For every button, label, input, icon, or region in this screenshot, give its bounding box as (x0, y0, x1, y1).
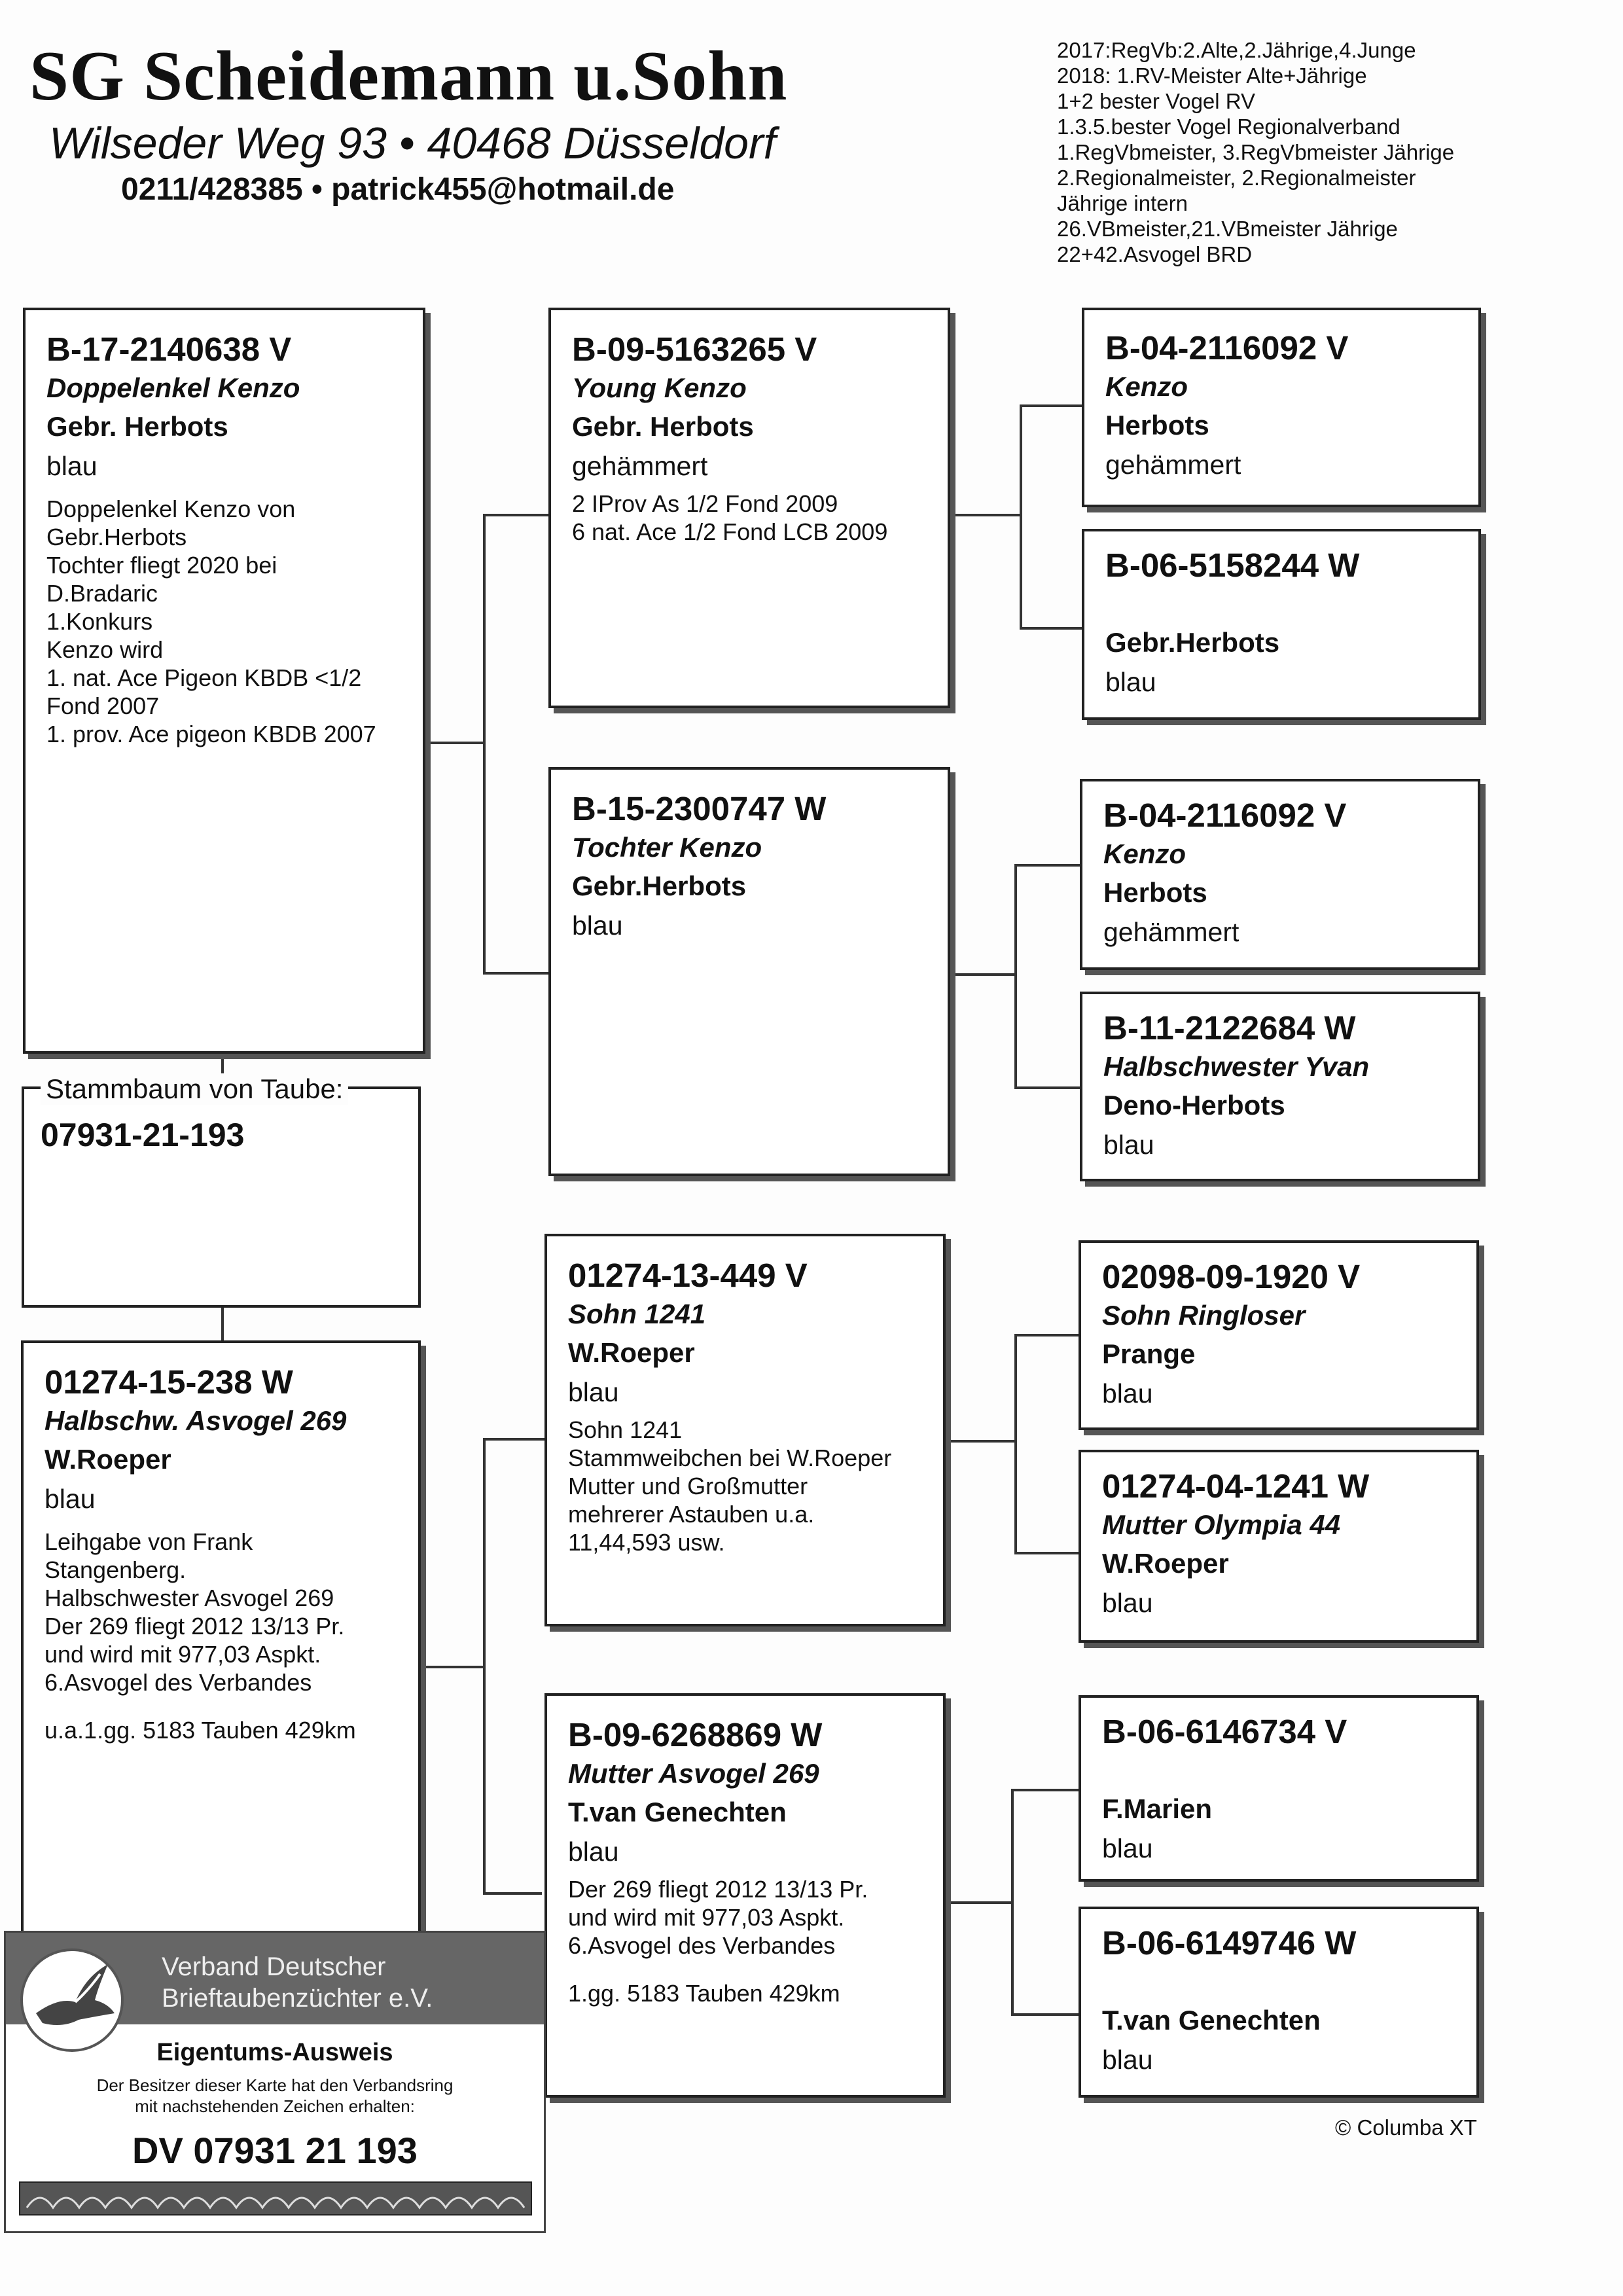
connector-line (421, 1666, 483, 1668)
gg-card-mff[interactable] (1079, 1240, 1479, 1430)
ring-number: B-06-6146734 V (1102, 1713, 1347, 1750)
connector-line (483, 1892, 542, 1895)
connector-line (425, 742, 483, 744)
connector-line (1014, 864, 1080, 867)
pigeon-notes-extra: u.a.1.gg. 5183 Tauben 429km (45, 1717, 356, 1744)
gg-card-fmf[interactable] (1080, 779, 1480, 970)
card-ring-number: DV 07931 21 193 (132, 2130, 418, 2171)
breeder-name: W.Roeper (568, 1337, 695, 1368)
connector-line (946, 1440, 1016, 1443)
plumage-color: blau (1102, 1833, 1153, 1863)
gg-card-mmm[interactable] (1079, 1907, 1479, 2098)
pigeon-name: Kenzo (1103, 838, 1186, 869)
ring-number: B-09-5163265 V (572, 331, 817, 368)
plumage-color: blau (572, 910, 623, 941)
pigeon-name: Doppelenkel Kenzo (46, 372, 300, 403)
pigeon-notes: Der 269 fliegt 2012 13/13 Pr. und wird mit 977,03 Aspkt. 6.Asvogel des Verbandes (568, 1876, 868, 1959)
breeder-name: T.van Genechten (1102, 2005, 1321, 2036)
pigeon-notes: Leihgabe von Frank Stangenberg. Halbschwester Asvogel 269 Der 269 fliegt 2012 13/13 Pr. und wird mit 977,03 Aspkt. 6.Asvogel des Verbandes (45, 1528, 345, 1696)
ring-number: B-04-2116092 V (1103, 797, 1347, 834)
plumage-color: blau (1102, 1378, 1153, 1408)
card-pattern-strip (19, 2181, 532, 2215)
connector-line (1014, 1334, 1017, 1553)
ring-number: B-06-5158244 W (1105, 547, 1360, 584)
pigeon-name: Tochter Kenzo (572, 832, 762, 863)
connector-line (483, 514, 486, 973)
father-card[interactable] (23, 308, 425, 1054)
pigeon-name: Sohn Ringloser (1102, 1300, 1306, 1331)
breeder-name: Gebr.Herbots (572, 870, 747, 901)
pigeon-notes-extra: 1.gg. 5183 Tauben 429km (568, 1980, 840, 2007)
pigeon-name: Kenzo (1105, 371, 1188, 402)
subject-ring-number: 07931-21-193 (41, 1117, 245, 1153)
achievement-line: 22+42.Asvogel BRD (1057, 242, 1253, 266)
breeder-name: F.Marien (1102, 1793, 1213, 1824)
connector-line (1011, 1789, 1014, 2015)
achievement-line: 1.RegVbmeister, 3.RegVbmeister Jährige (1057, 140, 1455, 164)
breeder-name: W.Roeper (45, 1444, 171, 1475)
ring-number: B-06-6149746 W (1102, 1924, 1357, 1962)
plumage-color: blau (568, 1837, 619, 1867)
connector-line (483, 1438, 550, 1441)
loft-contact: 0211/428385 • patrick455@hotmail.de (121, 172, 675, 207)
connector-line (1011, 1789, 1079, 1791)
card-org-line2: Brieftaubenzüchter e.V. (162, 1984, 433, 2013)
father-dam-card[interactable] (548, 767, 950, 1176)
breeder-name: Herbots (1103, 877, 1207, 908)
pigeon-name: Sohn 1241 (568, 1299, 706, 1329)
page-title: SG Scheidemann u.Sohn (29, 37, 788, 115)
ring-number: 01274-04-1241 W (1102, 1467, 1370, 1505)
achievement-line: 1.3.5.bester Vogel Regionalverband (1057, 115, 1400, 139)
mother-dam-card[interactable] (544, 1693, 946, 2098)
breeder-name: Gebr.Herbots (1105, 627, 1280, 658)
subject-label: Stammbaum von Taube: (41, 1073, 348, 1105)
ring-number: B-17-2140638 V (46, 331, 292, 368)
pigeon-notes: Doppelenkel Kenzo von Gebr.Herbots Tochter fliegt 2020 bei D.Bradaric 1.Konkurs Kenzo wird 1. nat. Ace Pigeon KBDB <1/2 Fond 2007 1. prov. Ace pigeon KBDB 2007 (46, 495, 376, 747)
gg-card-mmf[interactable] (1079, 1695, 1479, 1882)
connector-line (946, 1901, 1013, 1904)
pigeon-name: Halbschw. Asvogel 269 (45, 1405, 347, 1436)
plumage-color: gehämmert (1103, 917, 1240, 947)
connector-line (483, 514, 550, 516)
achievement-line: 2.Regionalmeister, 2.Regionalmeister (1057, 166, 1416, 190)
copyright: © Columba XT (1335, 2115, 1477, 2140)
pigeon-notes: Sohn 1241 Stammweibchen bei W.Roeper Mutter und Großmutter mehrerer Astauben u.a. 11,44,593 usw. (568, 1416, 892, 1556)
plumage-color: gehämmert (1105, 450, 1241, 480)
achievement-line: 26.VBmeister,21.VBmeister Jährige (1057, 217, 1398, 241)
connector-line (1014, 864, 1017, 1088)
ring-number: B-11-2122684 W (1103, 1009, 1356, 1047)
plumage-color: blau (568, 1377, 619, 1407)
pigeon-name: Mutter Olympia 44 (1102, 1509, 1341, 1540)
breeder-name: Prange (1102, 1338, 1196, 1369)
mother-sire-card[interactable] (544, 1234, 946, 1626)
achievement-line: 1+2 bester Vogel RV (1057, 89, 1256, 113)
connector-line (483, 972, 550, 975)
ring-number: B-15-2300747 W (572, 790, 827, 827)
breeder-name: Gebr. Herbots (46, 411, 228, 442)
plumage-color: blau (1103, 1130, 1154, 1160)
connector-line (950, 973, 1016, 976)
plumage-color: blau (1102, 2045, 1153, 2075)
connector-line (483, 1438, 486, 1893)
ring-number: 01274-15-238 W (45, 1363, 293, 1401)
plumage-color: gehämmert (572, 451, 708, 481)
breeder-name: T.van Genechten (568, 1797, 787, 1827)
breeder-name: Herbots (1105, 410, 1209, 440)
pigeon-name: Halbschwester Yvan (1103, 1051, 1370, 1082)
connector-line (1014, 1334, 1079, 1336)
connector-line (950, 514, 1021, 516)
pigeon-name: Young Kenzo (572, 372, 747, 403)
ring-number: B-09-6268869 W (568, 1716, 823, 1753)
loft-address: Wilseder Weg 93 • 40468 Düsseldorf (49, 118, 776, 168)
breeder-name: W.Roeper (1102, 1548, 1229, 1579)
ring-number: B-04-2116092 V (1105, 329, 1349, 367)
pigeon-name: Mutter Asvogel 269 (568, 1758, 819, 1789)
card-title: Eigentums-Ausweis (156, 2039, 393, 2066)
gg-card-ffm[interactable] (1082, 529, 1481, 720)
breeder-name: Deno-Herbots (1103, 1090, 1285, 1121)
connector-line (1020, 627, 1082, 630)
mother-card[interactable] (21, 1340, 421, 1969)
connector-line (1014, 1552, 1079, 1554)
gg-card-mfm[interactable] (1079, 1450, 1479, 1643)
card-org-line1: Verband Deutscher (162, 1952, 386, 1981)
breeder-name: Gebr. Herbots (572, 411, 754, 442)
connector-line (1011, 2013, 1079, 2016)
connector-line (1014, 1086, 1080, 1089)
dove-icon (20, 1948, 124, 2052)
achievement-line: Jährige intern (1057, 191, 1188, 215)
plumage-color: blau (45, 1484, 96, 1514)
ring-number: 02098-09-1920 V (1102, 1258, 1361, 1295)
connector-line (1020, 404, 1022, 628)
ring-number: 01274-13-449 V (568, 1257, 808, 1294)
gg-card-fmm[interactable] (1080, 992, 1480, 1181)
pigeon-notes: 2 IProv As 1/2 Fond 2009 6 nat. Ace 1/2 Fond LCB 2009 (572, 490, 888, 545)
father-sire-card[interactable] (548, 308, 950, 708)
connector-line (221, 1308, 224, 1340)
plumage-color: blau (46, 451, 98, 481)
plumage-color: blau (1105, 667, 1156, 697)
plumage-color: blau (1102, 1588, 1153, 1618)
gg-card-fff[interactable] (1082, 308, 1481, 507)
connector-line (1020, 404, 1082, 407)
achievements-list (1057, 37, 1454, 267)
achievement-line: 2017:RegVb:2.Alte,2.Jährige,4.Junge (1057, 38, 1416, 62)
achievement-line: 2018: 1.RV-Meister Alte+Jährige (1057, 63, 1367, 88)
card-text-line1: Der Besitzer dieser Karte hat den Verbandsring (96, 2075, 454, 2095)
card-text-line2: mit nachstehenden Zeichen erhalten: (135, 2096, 415, 2116)
ownership-card (4, 1931, 546, 2233)
